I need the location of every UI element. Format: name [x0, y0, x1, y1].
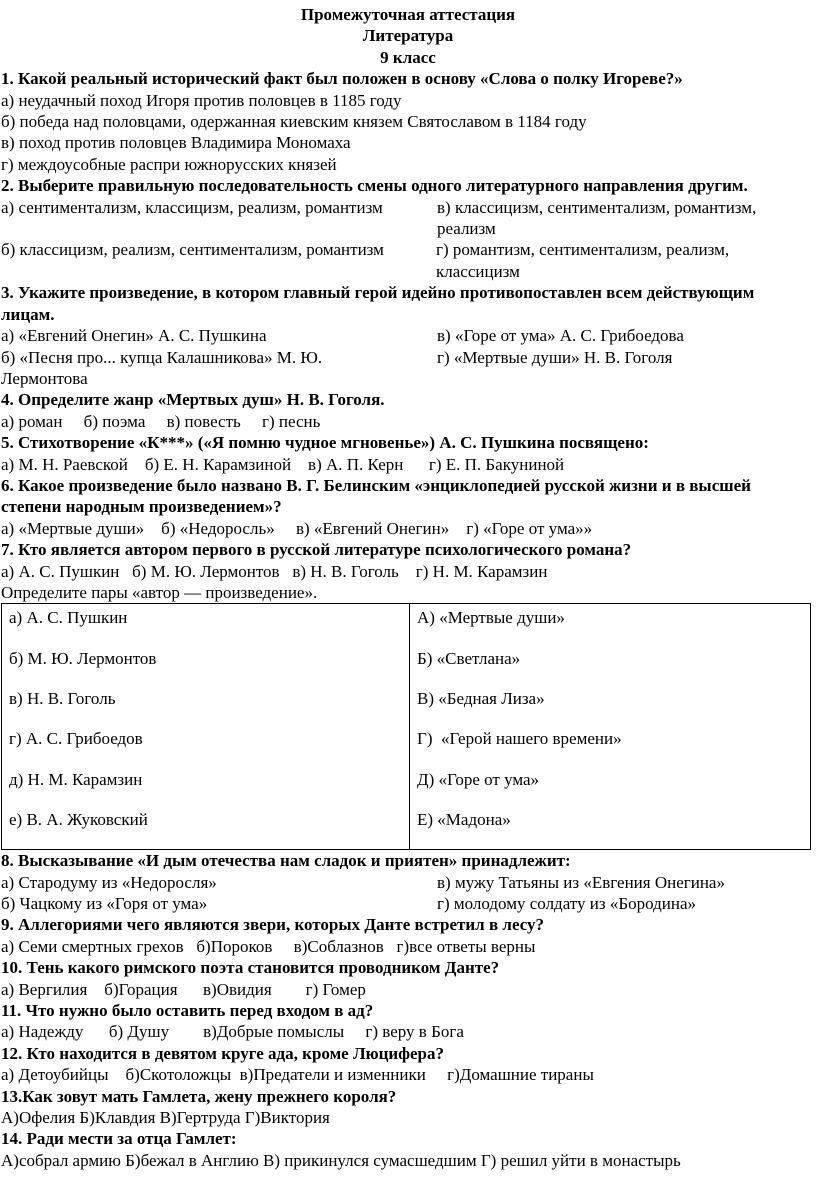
answer-option: г) молодому солдату из «Бородина»: [437, 893, 696, 913]
question-text: 14. Ради мести за отца Гамлет:: [1, 1129, 237, 1149]
question-text: 9. Аллегориями чего являются звери, которых Данте встретил в лесу?: [1, 915, 545, 935]
list-item: Б) «Светлана»: [417, 648, 521, 668]
question-text: 10. Тень какого римского поэта становится проводником Данте?: [1, 958, 500, 978]
question-text: 11. Что нужно было оставить перед входом в ад?: [1, 1001, 374, 1020]
question-text: 8. Высказывание «И дым отечества нам сладок и приятен» принадлежит:: [1, 851, 571, 871]
list-item: Е) «Мадона»: [417, 809, 511, 829]
question-10: [0, 957, 816, 1000]
question-text: 12. Кто находится в девятом круге ада, кроме Люцифера?: [1, 1043, 444, 1063]
question-text: 6. Какое произведение было названо В. Г. Белинским «энциклопедией русской жизни и в высшей степени народным произведением»?: [1, 475, 751, 517]
question-9: [0, 914, 816, 957]
answer-option: б) классицизм, реализм, сентиментализм, романтизм: [1, 240, 384, 260]
answer-options: а) М. Н. Раевской б) Е. Н. Карамзиной в) А. П. Керн г) Е. П. Бакуниной: [1, 454, 565, 474]
answer-row: [0, 197, 816, 240]
authors-cell: [2, 604, 410, 850]
list-item: А) «Мертвые души»: [417, 608, 565, 628]
answer-option: а) неудачный поход Игоря против половцев в 1185 году: [1, 90, 402, 110]
list-item: б) М. Ю. Лермонтов: [9, 648, 157, 668]
question-11: [0, 1000, 816, 1043]
answer-options: а) Вергилия б)Горация в)Овидия г) Гомер: [1, 979, 366, 999]
answer-options: а) роман б) поэма в) повесть г) песнь: [1, 411, 321, 431]
answer-options: а) «Мертвые души» б) «Недоросль» в) «Евгений Онегин» г) «Горе от ума»»: [1, 518, 593, 538]
answer-option: б) победа над половцами, одержанная киевским князем Святославом в 1184 году: [1, 112, 587, 132]
document-subject: Литература: [362, 26, 454, 46]
question-6: [0, 475, 816, 539]
question-text: 1. Какой реальный исторический факт был положен в основу «Слова о полку Игореве?»: [1, 69, 683, 89]
question-text: 5. Стихотворение «К***» («Я помню чудное мгновенье») А. С. Пушкина посвящено:: [1, 433, 649, 453]
answer-row: [0, 893, 816, 914]
pairs-instruction: Определите пары «автор — произведение».: [1, 582, 318, 602]
list-item: Г) «Герой нашего времени»: [417, 729, 622, 749]
list-item: е) В. А. Жуковский: [9, 809, 148, 829]
question-14: [0, 1128, 816, 1171]
answer-option: в) мужу Татьяны из «Евгения Онегина»: [437, 872, 725, 892]
answer-options: а) Семи смертных грехов б)Пороков в)Соблазнов г)все ответы верны: [1, 936, 536, 956]
question-13: [0, 1086, 816, 1129]
answer-row: [0, 325, 816, 346]
answer-option: а) сентиментализм, классицизм, реализм, романтизм: [1, 197, 383, 217]
list-item: В) «Бедная Лиза»: [417, 688, 545, 708]
document-page: [0, 4, 816, 1171]
pairs-section: [0, 582, 816, 850]
answer-option: а) Стародуму из «Недоросля»: [1, 872, 217, 892]
document-title: Промежуточная аттестация: [300, 5, 516, 24]
answer-row: [0, 239, 816, 282]
question-2: [0, 175, 816, 282]
question-text: 4. Определите жанр «Мертвых душ» Н. В. Гоголя.: [1, 390, 385, 410]
question-text: 3. Укажите произведение, в котором главный герой идейно противопоставлен всем действующим лицам.: [1, 283, 755, 324]
answer-option: в) классицизм, сентиментализм, романтизм, реализм: [437, 197, 757, 239]
answer-option: в) «Горе от ума» А. С. Грибоедова: [437, 326, 684, 346]
question-text: 13.Как зовут мать Гамлета, жену прежнего короля?: [1, 1086, 397, 1106]
table-row: [2, 604, 811, 850]
answer-options: а) Надежду б) Душу в)Добрые помыслы г) веру в Бога: [1, 1022, 464, 1042]
question-7: [0, 539, 816, 582]
answer-options: А)Офелия Б)Клавдия В)Гертруда Г)Виктория: [1, 1108, 330, 1128]
works-cell: [410, 604, 811, 850]
answer-option: в) поход против половцев Владимира Мономаха: [1, 133, 351, 153]
list-item: Д) «Горе от ума»: [417, 769, 540, 789]
question-1: [0, 68, 816, 175]
pairs-table: [1, 603, 811, 850]
answer-options: а) А. С. Пушкин б) М. Ю. Лермонтов в) Н. В. Гоголь г) Н. М. Карамзин: [1, 561, 548, 581]
list-item: в) Н. В. Гоголь: [9, 688, 116, 708]
answer-row: [0, 872, 816, 893]
answer-option: а) «Евгений Онегин» А. С. Пушкина: [1, 326, 267, 346]
document-header: [0, 4, 816, 68]
question-12: [0, 1043, 816, 1086]
answer-option: г) романтизм, сентиментализм, реализм, классицизм: [436, 240, 730, 281]
answer-row: [0, 347, 816, 390]
question-text: 7. Кто является автором первого в русской литературе психологического романа?: [1, 540, 632, 560]
answer-option: г) «Мертвые души» Н. В. Гоголя: [437, 347, 673, 367]
answer-options: а) Детоубийцы б)Скотоложцы в)Предатели и изменники г)Домашние тираны: [1, 1065, 594, 1085]
question-3: [0, 282, 816, 389]
list-item: а) А. С. Пушкин: [9, 608, 128, 628]
answer-option: б) «Песня про... купца Калашникова» М. Ю. Лермонтова: [1, 347, 323, 388]
question-8: [0, 850, 816, 914]
answer-option: г) междоусобные распри южнорусских князей: [1, 154, 337, 174]
question-4: [0, 389, 816, 432]
list-item: д) Н. М. Карамзин: [9, 769, 143, 789]
answer-option: б) Чацкому из «Горя от ума»: [1, 893, 208, 913]
question-5: [0, 432, 816, 475]
answer-options: А)собрал армию Б)бежал в Англию В) прикинулся сумасшедшим Г) решил уйти в монастырь: [1, 1150, 681, 1170]
list-item: г) А. С. Грибоедов: [9, 729, 143, 749]
question-text: 2. Выберите правильную последовательность смены одного литературного направления другим.: [1, 176, 748, 196]
document-grade: 9 класс: [380, 47, 436, 67]
